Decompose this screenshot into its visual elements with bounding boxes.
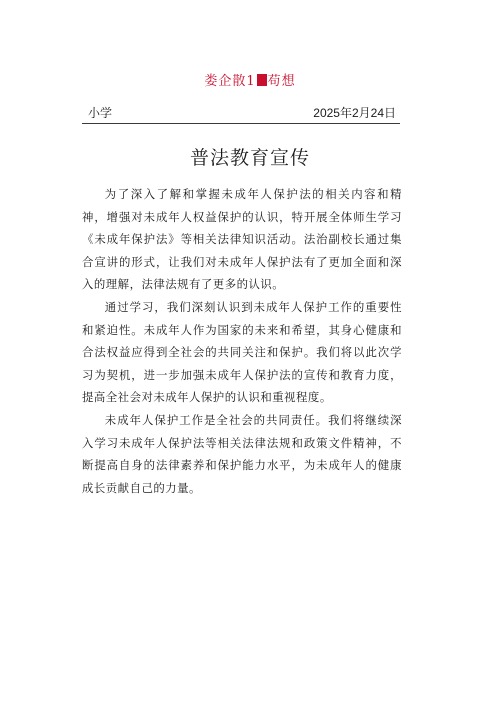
meta-row xyxy=(88,104,400,122)
masthead xyxy=(0,73,500,91)
masthead-text-right: 苟想 xyxy=(267,74,296,89)
document-body xyxy=(82,183,402,499)
paragraph-2: 通过学习，我们深刻认识到未成年人保护工作的重要性和紧迫性。未成年人作为国家的未来和希望，其身心健康和合法权益应得到全社会的共同关注和保护。我们将以此次学习为契机，进一步加强未成年人保护法的宣传和教育力度，提高全社会对未成年人保护的认识和重视程度。 xyxy=(82,299,402,405)
school-name: 小学 xyxy=(88,106,113,120)
masthead-text-left: 娄企散1 xyxy=(204,74,256,89)
issue-date: 2025年2月24日 xyxy=(313,106,396,120)
document-title: 普法教育宣传 xyxy=(189,147,310,169)
paragraph-3: 未成年人保护工作是全社会的共同责任。我们将继续深入学习未成年人保护法等相关法律法规和政策文件精神，不断提高自身的法律素养和保护能力水平，为未成年人的健康成长贡献自己的力量。 xyxy=(82,412,402,495)
paragraph-1: 为了深入了解和掌握未成年人保护法的相关内容和精神，增强对未成年人权益保护的认识，特开展全体师生学习《未成年保护法》等相关法律知识活动。法治副校长通过集合宣讲的形式，让我们对未成年人保护法有了更加全面和深入的理解，法律法规有了更多的认识。 xyxy=(82,187,402,292)
header-divider xyxy=(82,123,400,124)
redaction-block xyxy=(257,74,267,86)
